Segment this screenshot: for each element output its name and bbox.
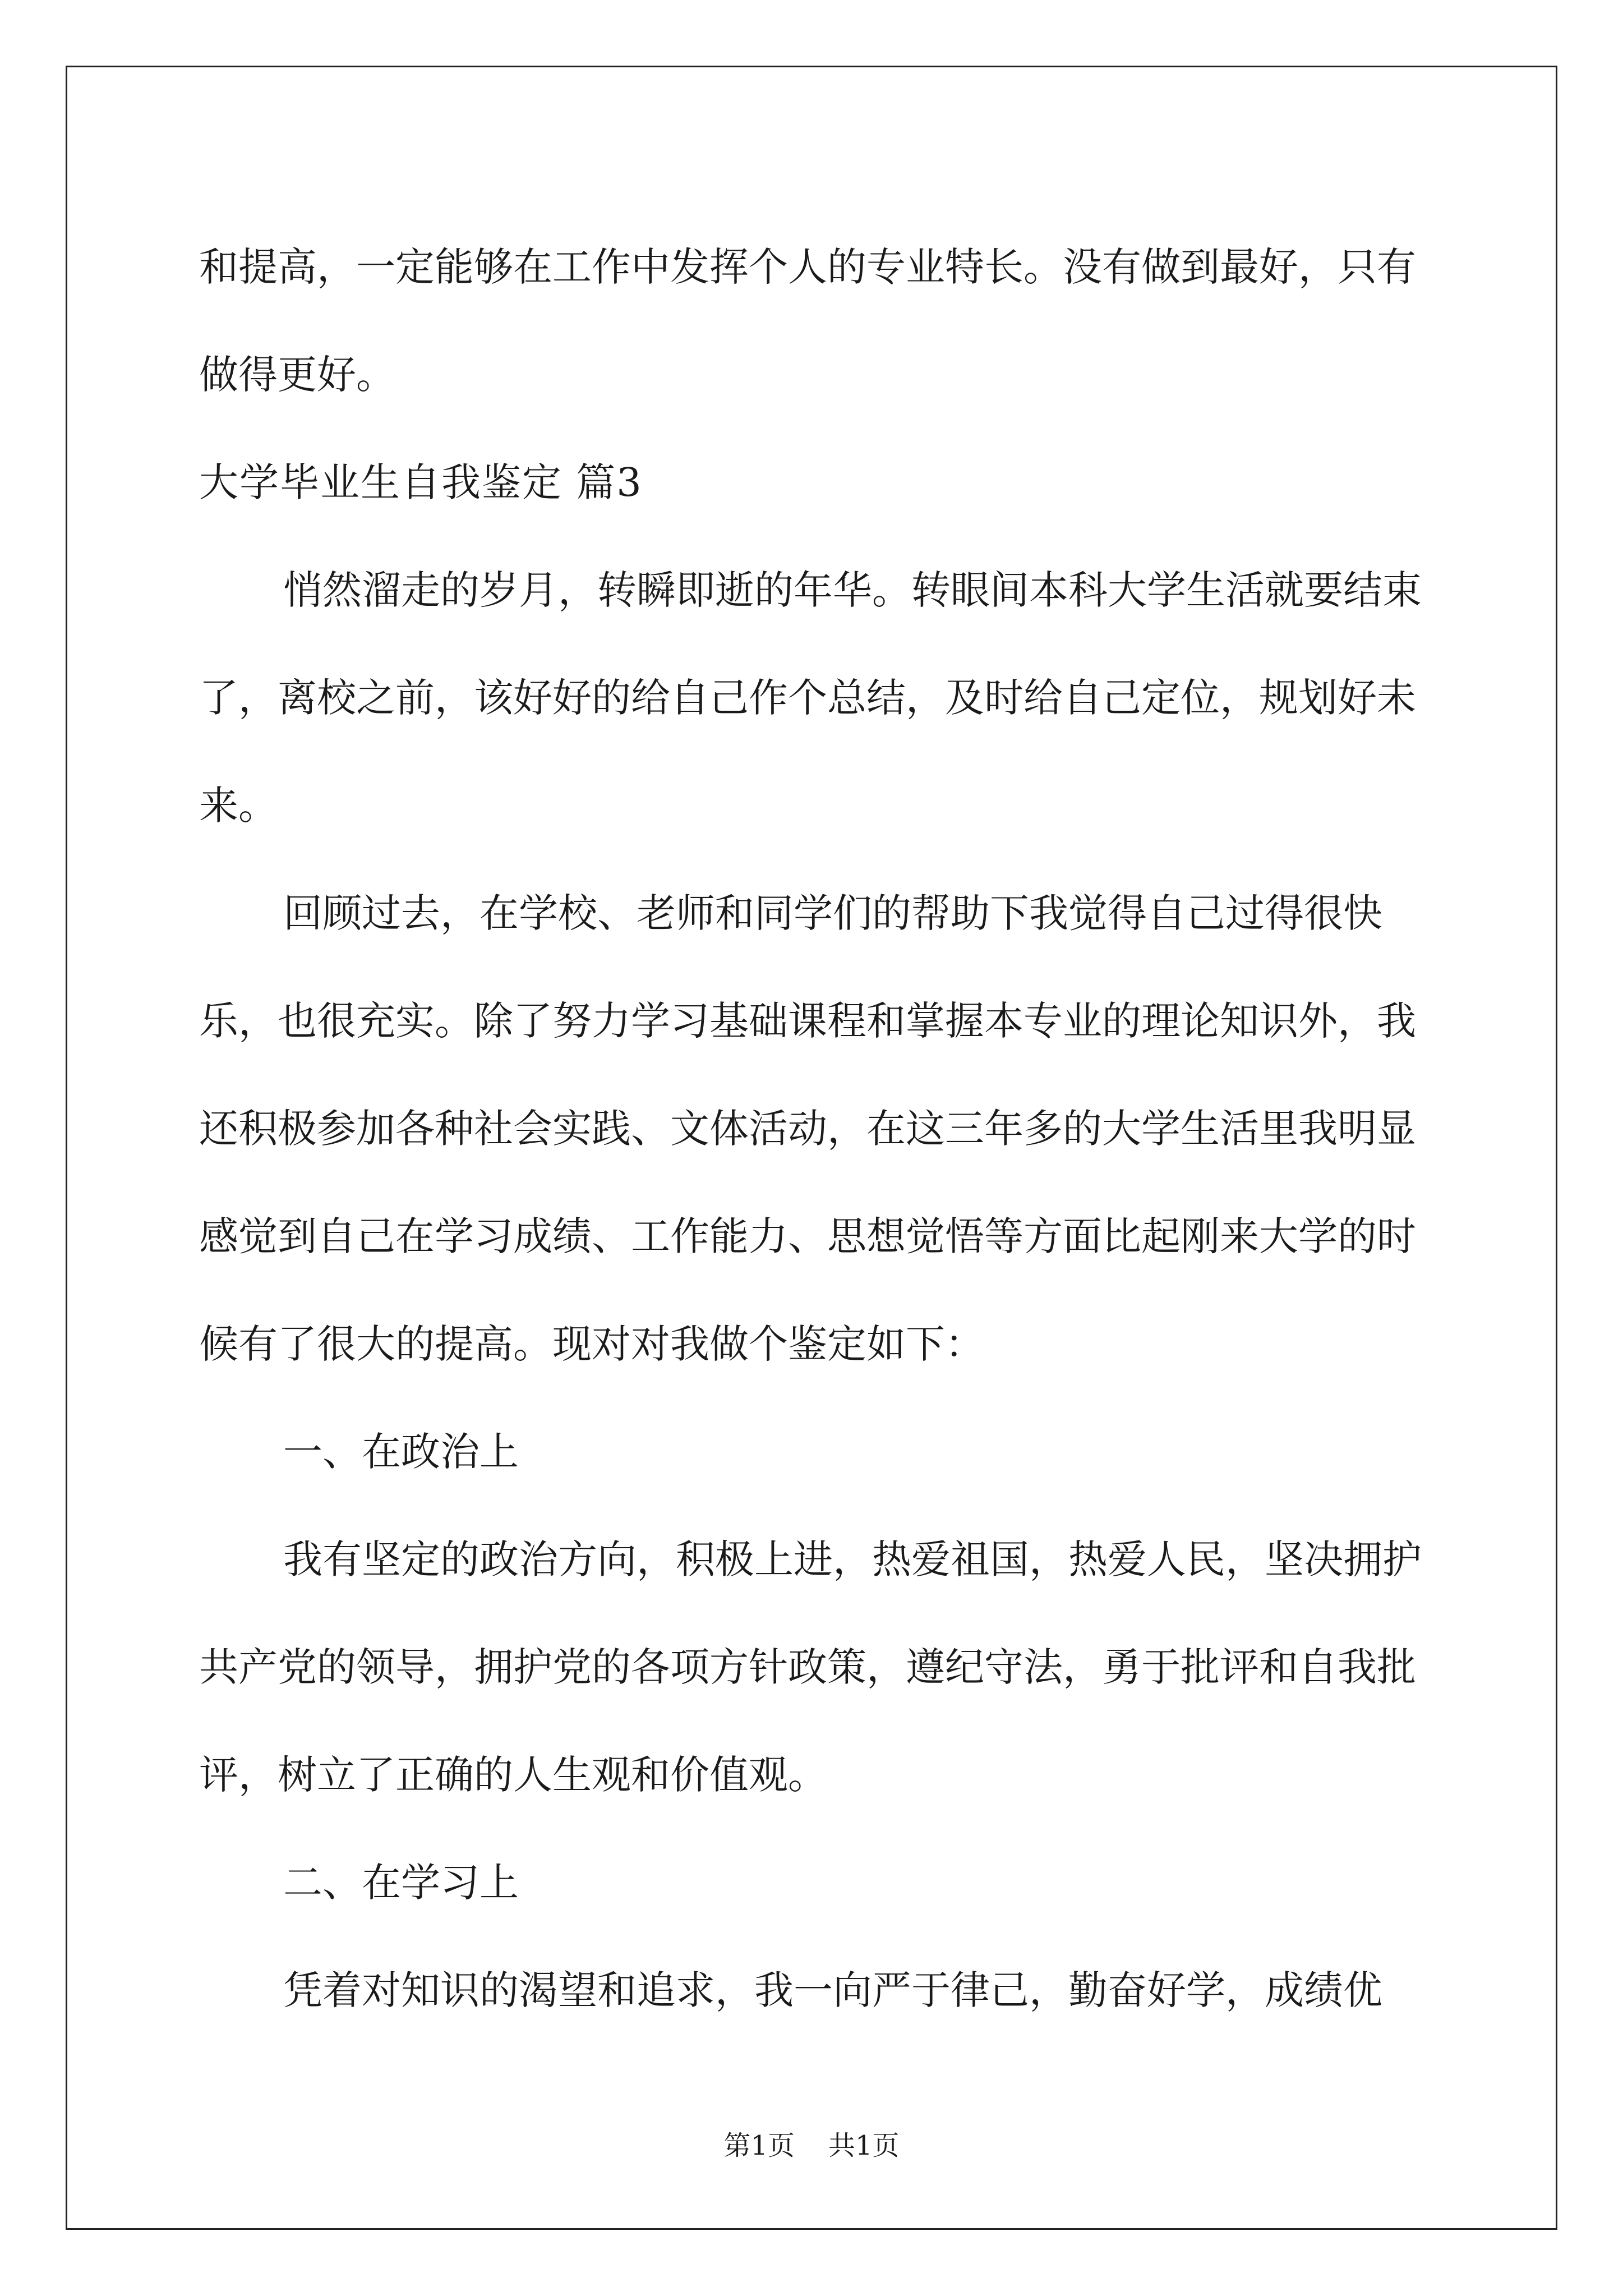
subheading-study: 二、在学习上 xyxy=(283,1860,519,1906)
paragraph-study: 凭着对知识的渴望和追求，我一向严于律己，勤奋好学，成绩优 xyxy=(283,1967,1382,2013)
section-heading: 大学毕业生自我鉴定 篇3 xyxy=(199,459,643,505)
paragraph-review: 回顾过去，在学校、老师和同学们的帮助下我觉得自己过得很快乐，也很充实。除了努力学习基础课程和掌握本专业的理论知识外，我还积极参加各种社会实践、文体活动，在这三年多的大学生活里我明显感觉到自己在学习成绩、工作能力、思想觉悟等方面比起刚来大学的时候有了很大的提高。现对对我做个鉴定如下： xyxy=(199,890,1416,1367)
subheading-politics: 一、在政治上 xyxy=(283,1429,519,1475)
page-total: 共1页 xyxy=(828,2130,900,2161)
page-footer xyxy=(0,2129,1623,2162)
paragraph-politics: 我有坚定的政治方向，积极上进，热爱祖国，热爱人民，坚决拥护共产党的领导，拥护党的各项方针政策，遵纪守法，勇于批评和自我批评，树立了正确的人生观和价值观。 xyxy=(199,1536,1422,1798)
paragraph-continuation: 和提高，一定能够在工作中发挥个人的专业特长。没有做到最好，只有做得更好。 xyxy=(199,244,1416,398)
page-number: 第1页 xyxy=(723,2130,795,2161)
paragraph-intro: 悄然溜走的岁月，转瞬即逝的年华。转眼间本科大学生活就要结束了，离校之前，该好好的给自己作个总结，及时给自己定位，规划好未来。 xyxy=(199,567,1422,829)
document-body xyxy=(199,213,1433,2044)
